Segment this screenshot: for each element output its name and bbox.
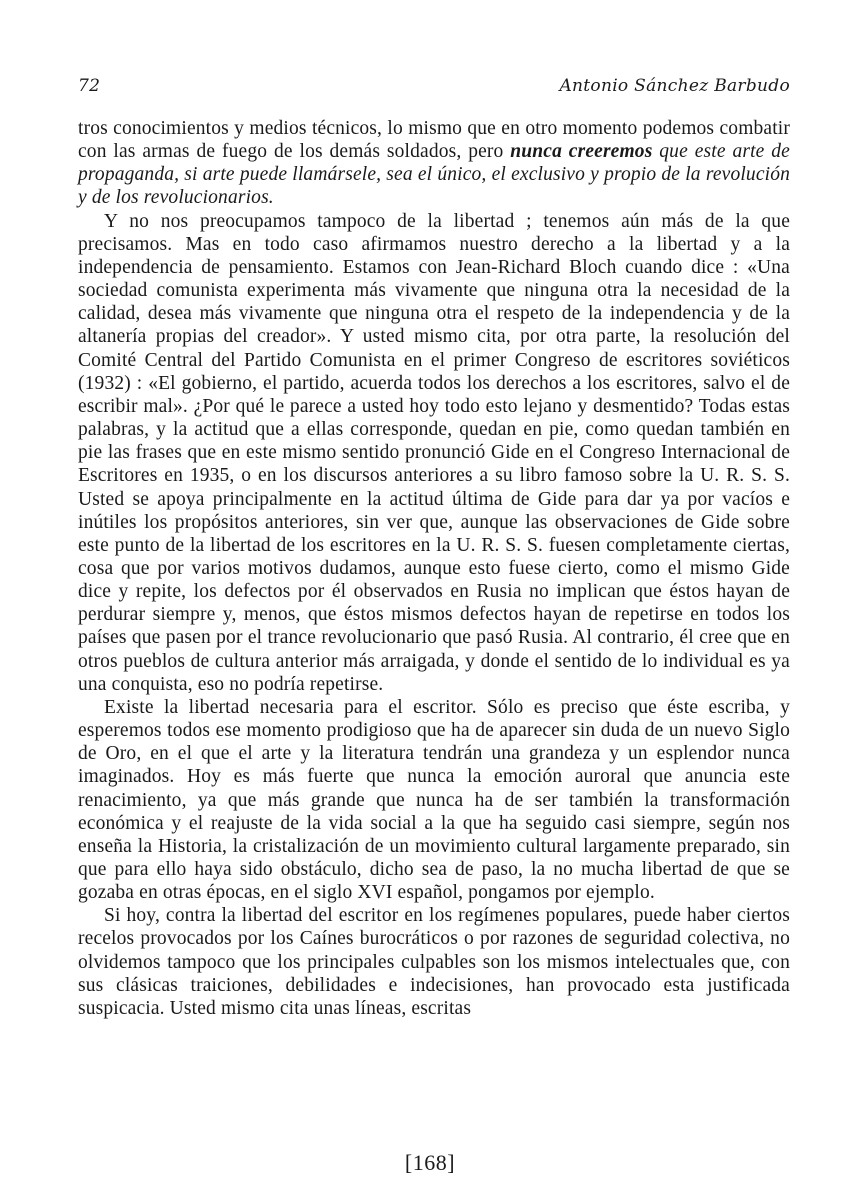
paragraph-3 <box>78 696 790 904</box>
running-head-author: Antonio Sánchez Barbudo <box>559 76 790 96</box>
paragraph-4 <box>78 904 790 1020</box>
paragraph-1 <box>78 117 790 210</box>
paragraph-1-text: tros conocimientos y medios técnicos, lo mismo que en otro momento podemos combatir con las armas de fuego de los demás soldados, pero <box>78 118 790 163</box>
running-head <box>78 76 790 102</box>
page-number: 72 <box>78 76 101 96</box>
paragraph-2-text: Y no nos preocupamos tampoco de la libertad ; tenemos aún más de la que precisamos. Mas en todo caso afirmamos nuestro derecho a la libertad y a la independencia de pensamiento. Estamos con Jean-Richard Bloch cuando dice : «Una sociedad comunista experimenta más vivamente que ninguna otra la necesidad de la calidad, desea más vivamente que ninguna otra el respeto de la independencia y de la altanería propias del creador». Y usted mismo cita, por otra parte, la resolución del Comité Central del Partido Comunista en el primer Congreso de escritores soviéticos (1932) : «El gobierno, el partido, acuerda todos los derechos a los escritores, salvo el de escribir mal». ¿Por qué le parece a usted hoy todo esto lejano y desmentido? Todas estas palabras, y la actitud que a ellas corresponde, quedan en pie, como quedan también en pie las frases que en este mismo sentido pronunció Gide en el Congreso Internacional de Escritores en 1935, o en los discursos anteriores a su libro famoso sobre la U. R. S. S. Usted se apoya principalmente en la actitud última de Gide para dar ya por vacíos e inútiles los propósitos anteriores, sin ver que, aunque las observaciones de Gide sobre este punto de la libertad de los escritores en la U. R. S. S. fuesen completamente ciertas, cosa que por varios motivos dudamos, aunque esto fuese cierto, como el mismo Gide dice y repite, los defectos por él observados en Rusia no implican que éstos hayan de perdurar siempre y, menos, que éstos mismos defectos hayan de repetirse en todos los países que pasen por el trance revolucionario que pasó Rusia. Al contrario, él cree que en otros pueblos de cultura anterior más arraigada, y donde el sentido de lo individual es ya una conquista, eso no podría repetirse. <box>78 210 790 695</box>
footer-folio: [168] <box>404 1150 456 1175</box>
italic-propaganda-statement: que este arte de propaganda, si arte puede llamársele, sea el único, el exclusivo y propio de la revolución y de los revolucionarios. <box>78 141 790 209</box>
paragraph-3-text: Existe la libertad necesaria para el escritor. Sólo es preciso que éste escriba, y esperemos todos ese momento prodigioso que ha de aparecer sin duda de un nuevo Siglo de Oro, en el que el arte y la literatura tendrán una grandeza y un esplendor nunca imaginados. Hoy es más fuerte que nunca la emoción auroral que anuncia este renacimiento, ya que más grande que nunca ha de ser también la transformación económica y el reajuste de la vida social a la que ha seguido casi siempre, según nos enseña la Historia, la cristalización de un movimiento cultural largamente preparado, sin que para ello haya sido obstáculo, dicho sea de paso, la no mucha libertad de que se gozaba en otras épocas, en el siglo XVI español, pongamos por ejemplo. <box>78 696 790 904</box>
paragraph-4-text: Si hoy, contra la libertad del escritor en los regímenes populares, puede haber ciertos recelos provocados por los Caínes burocráticos o por razones de seguridad colectiva, no olvidemos tampoco que los principales culpables son los mismos intelectuales que, con sus clásicas traiciones, debilidades e indecisiones, han provocado esta justificada suspicacia. Usted mismo cita unas líneas, escritas <box>78 905 790 1019</box>
paragraph-2 <box>78 210 790 696</box>
body-text <box>78 117 790 1020</box>
emphasis-nunca-creeremos: nunca creeremos <box>510 141 653 163</box>
